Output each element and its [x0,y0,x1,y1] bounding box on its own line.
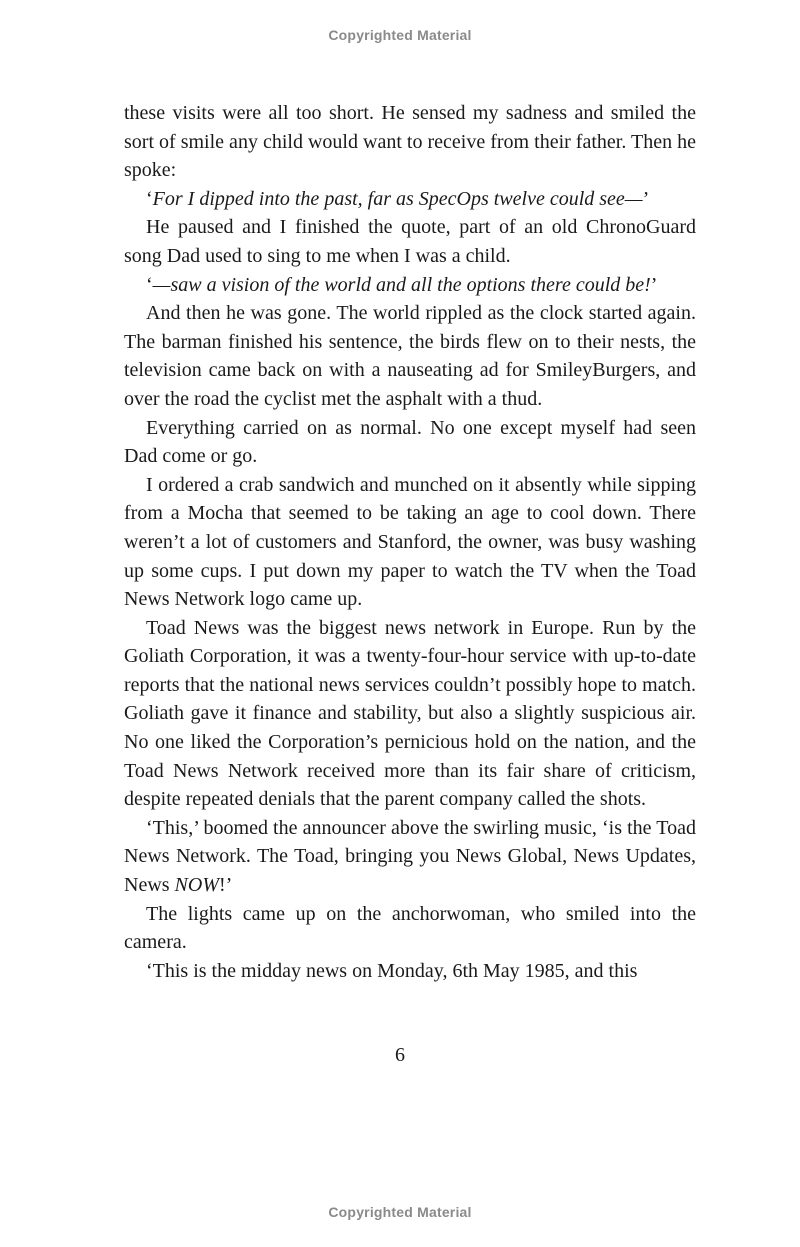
page-number: 6 [395,1044,405,1066]
close-quote: ’ [642,187,650,210]
paragraph-7: I ordered a crab sandwich and munched on it absently while sipping from a Mocha that seemed to be taking an age to cool down. There weren’t a lot of customers and Stanford, the owner, was busy washing up some cups. I put down my paper to watch the TV when the Toad News Network logo came up. [124,473,696,611]
announcer-text: ‘This,’ boomed the announcer above the swirling music, ‘is the Toad News Network. The Toad, bringing you News Global, News Updates, News [124,816,696,897]
open-quote: ‘ [146,187,153,210]
song-lyric-line-1: For I dipped into the past, far as SpecOps twelve could see— [152,187,643,210]
paragraph-2-song-quote [124,185,696,214]
paragraph-4-song-quote [124,271,696,300]
copyright-watermark-bottom: Copyrighted Material [328,1204,472,1220]
paragraph-10: The lights came up on the anchorwoman, who smiled into the camera. [124,902,696,954]
announcer-text-end: !’ [219,874,233,897]
song-lyric-line-2: —saw a vision of the world and all the options there could be! [152,273,651,296]
book-page-text [124,99,696,985]
paragraph-3: He paused and I finished the quote, part of an old ChronoGuard song Dad used to sing to me when I was a child. [124,216,696,267]
paragraph-5: And then he was gone. The world rippled as the clock started again. The barman finished his sentence, the birds flew on to their nests, the television came back on with a nauseating ad for SmileyBurgers, and over the road the cyclist met the asphalt with a thud. [124,302,696,410]
paragraph-11: ‘This is the midday news on Monday, 6th May 1985, and this [146,959,638,982]
paragraph-8: Toad News was the biggest news network in Europe. Run by the Goliath Corporation, it was a twenty-four-hour service with up-to-date reports that the national news services couldn’t possibly hope to match. Goliath gave it finance and stability, but also a slightly suspicious air. No one liked the Corporation’s pernicious hold on the nation, and the Toad News Network received more than its fair share of criticism, despite repeated denials that the parent company called the shots. [124,616,696,811]
paragraph-1: these visits were all too short. He sensed my sadness and smiled the sort of smile any child would want to receive from their father. Then he spoke: [124,102,696,182]
copyright-watermark-top: Copyrighted Material [328,27,472,43]
close-quote: ’ [650,273,658,296]
paragraph-6: Everything carried on as normal. No one except myself had seen Dad come or go. [124,416,696,468]
open-quote: ‘ [146,273,153,296]
paragraph-9-announcer [124,814,696,900]
now-emphasis: NOW [174,874,219,897]
